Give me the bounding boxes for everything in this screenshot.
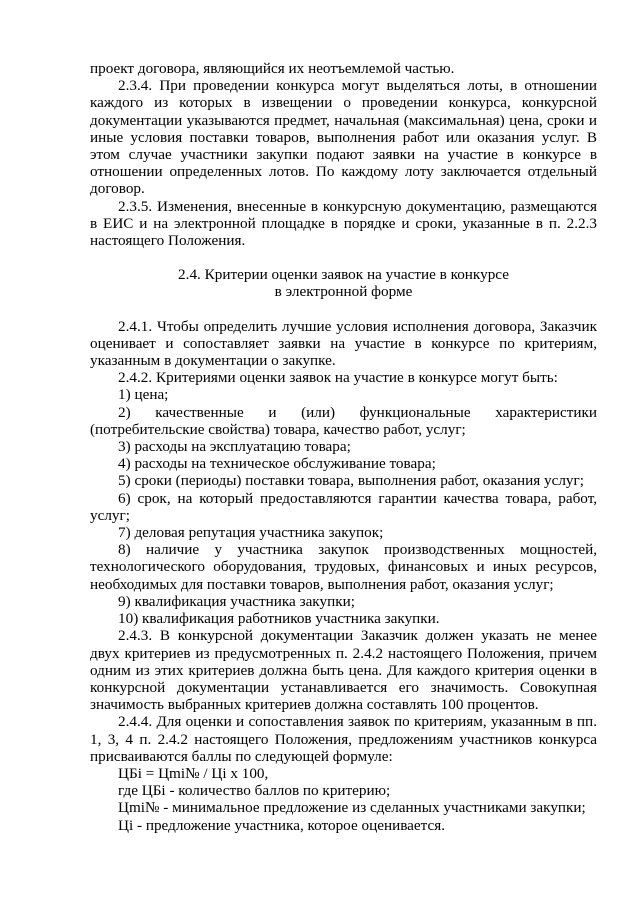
- formula-line: ЦБi = Цmi№ / Цi x 100,: [118, 764, 269, 782]
- document-body: [90, 60, 597, 834]
- paragraph-2-3-5: 2.3.5. Изменения, внесенные в конкурсную документацию, размещаются в ЕИС и на электронной площадке в порядке и сроки, указанные в п. 2.2.3 настоящего Положения.: [90, 197, 597, 250]
- criterion-item-5: 5) сроки (периоды) поставки товара, выполнения работ, оказания услуг;: [118, 472, 584, 490]
- criterion-item-2: 2) качественные и (или) функциональные характеристики (потребительские свойства) товара, качество работ, услуг;: [90, 403, 597, 438]
- paragraph-2-4-3: 2.4.3. В конкурсной документации Заказчик должен указать не менее двух критериев из предусмотренных п. 2.4.2 настоящего Положения, причем одним из этих критериев должна быть цена. Для каждого критерия оценки в конкурсной документации устанавливается его значимость. Совокупная значимость выбранных критериев должна составлять 100 процентов.: [90, 627, 597, 714]
- formula-definition-cbi: где ЦБi - количество баллов по критерию;: [118, 782, 391, 800]
- criterion-item-6: 6) срок, на который предоставляются гарантии качества товара, работ, услуг;: [90, 489, 597, 524]
- section-heading-line-2: в электронной форме: [274, 283, 413, 301]
- criterion-item-8: 8) наличие у участника закупок производственных мощностей, технологического оборудования, трудовых, финансовых и иных ресурсов, необходимых для поставки товаров, выполнения работ, оказания услуг;: [90, 541, 597, 593]
- criterion-item-10: 10) квалификация работников участника закупки.: [118, 610, 440, 628]
- paragraph-continuation: проект договора, являющийся их неотъемлемой частью.: [90, 60, 455, 77]
- criterion-item-4: 4) расходы на техническое обслуживание товара;: [118, 455, 436, 473]
- section-heading-line-1: 2.4. Критерии оценки заявок на участие в конкурсе: [178, 266, 509, 284]
- formula-definition-cmin: Цmi№ - минимальное предложение из сделанных участниками закупки;: [118, 799, 586, 817]
- section-heading-2-4: [90, 266, 597, 300]
- criterion-item-3: 3) расходы на эксплуатацию товара;: [118, 438, 351, 456]
- paragraph-2-4-4: 2.4.4. Для оценки и сопоставления заявок по критериям, указанным в пп. 1, 3, 4 п. 2.4.2 настоящего Положения, предложениям участников конкурса присваиваются баллы по следующей формуле:: [90, 713, 597, 765]
- criterion-item-7: 7) деловая репутация участника закупок;: [118, 524, 384, 542]
- formula-definition-ci: Цi - предложение участника, которое оценивается.: [118, 816, 445, 834]
- paragraph-2-3-4: 2.3.4. При проведении конкурса могут выделяться лоты, в отношении каждого из которых в извещении о проведении конкурса, конкурсной документации указываются предмет, начальная (максимальная) цена, сроки и иные условия поставки товаров, выполнения работ или оказания услуг. В этом случае участники закупки подают заявки на участие в конкурсе в отношении определенных лотов. По каждому лоту заключается отдельный договор.: [90, 77, 597, 198]
- criterion-item-1: 1) цена;: [118, 386, 169, 404]
- paragraph-2-4-1: 2.4.1. Чтобы определить лучшие условия исполнения договора, Заказчик оценивает и сопоставляет заявки на участие в конкурсе по критериям, указанным в документации о закупке.: [90, 317, 597, 370]
- criterion-item-9: 9) квалификация участника закупки;: [118, 592, 355, 610]
- paragraph-2-4-2: 2.4.2. Критериями оценки заявок на участие в конкурсе могут быть:: [118, 369, 558, 387]
